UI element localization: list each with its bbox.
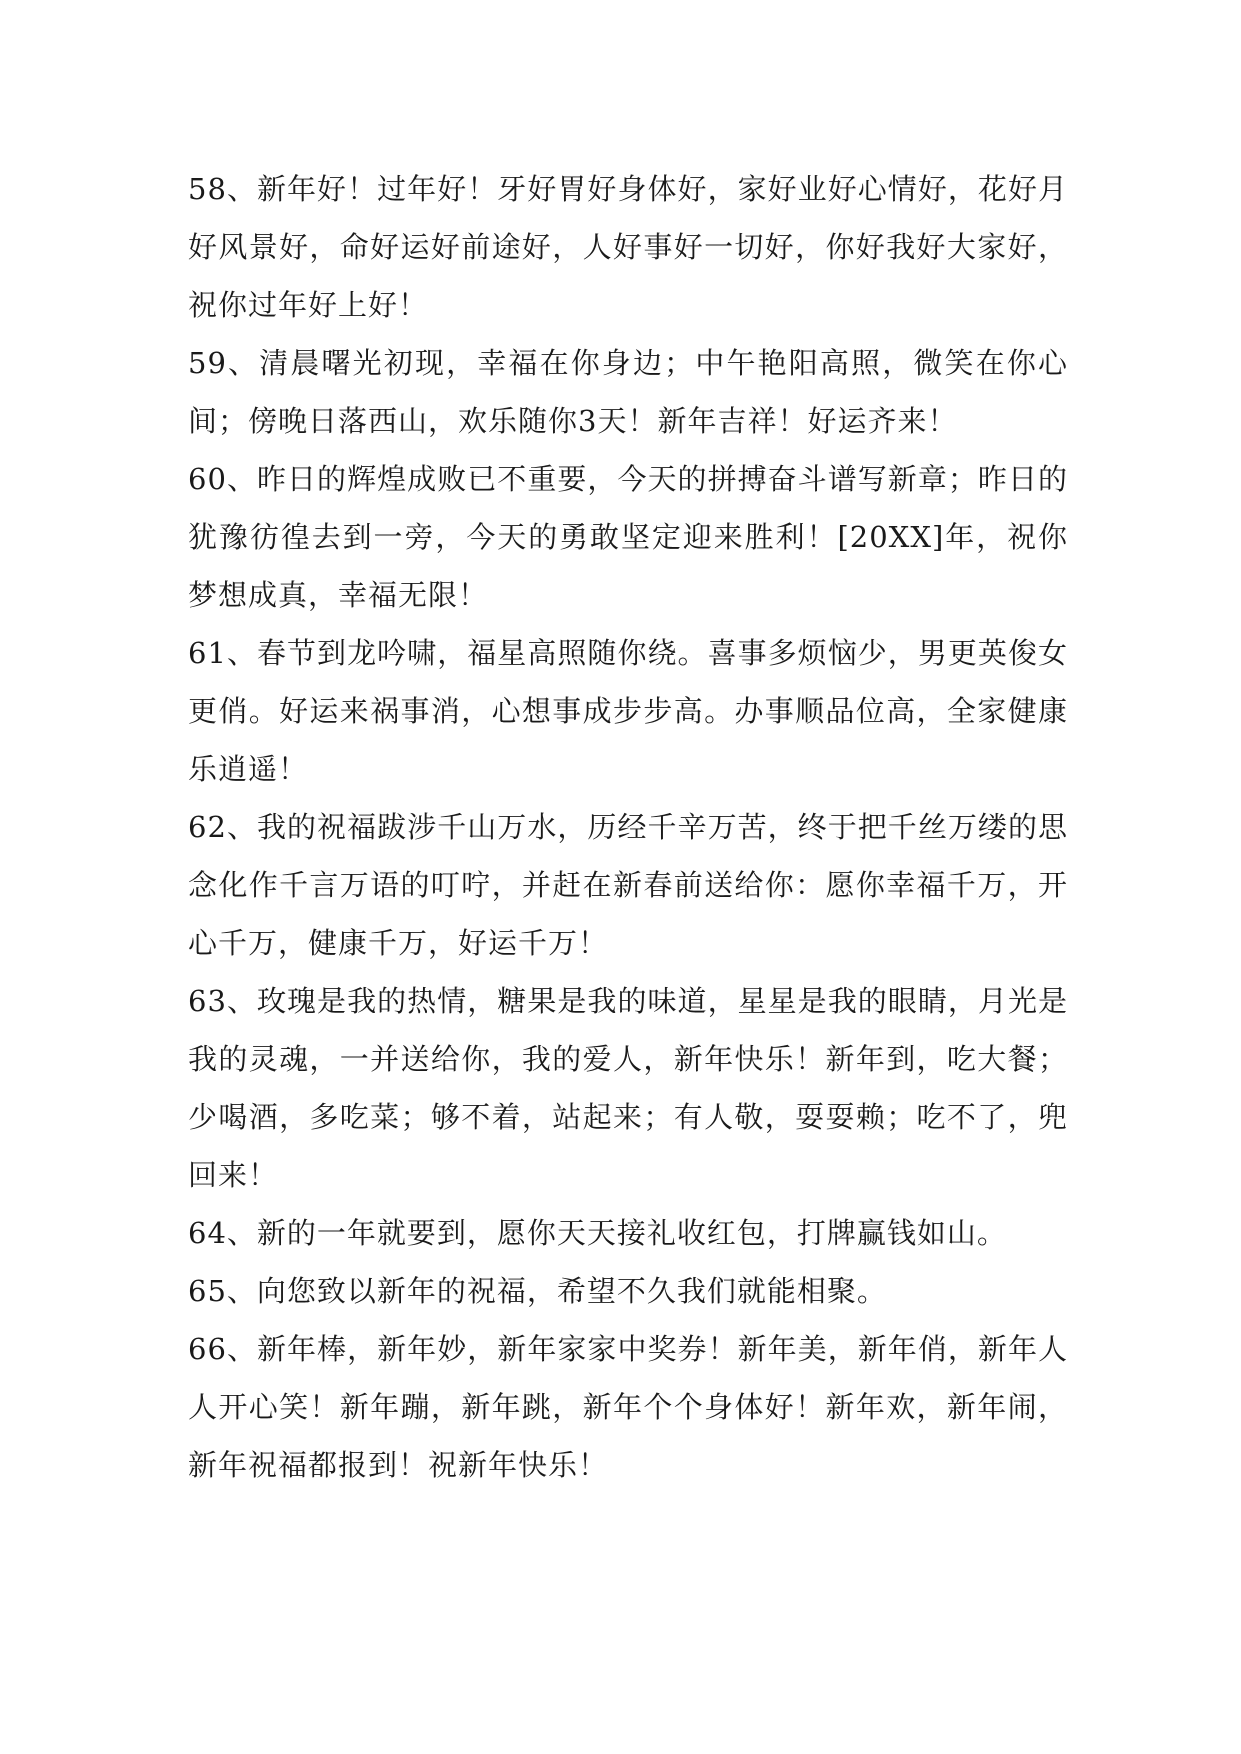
- paragraph-60: 60、昨日的辉煌成败已不重要，今天的拼搏奋斗谱写新章；昨日的犹豫彷徨去到一旁，今天的勇敢坚定迎来胜利！[20XX]年，祝你梦想成真，幸福无限！: [188, 462, 1068, 612]
- paragraph-61: 61、春节到龙吟啸，福星高照随你绕。喜事多烦恼少，男更英俊女更俏。好运来祸事消，心想事成步步高。办事顺品位高，全家健康乐逍遥！: [188, 636, 1068, 786]
- paragraph-66: 66、新年棒，新年妙，新年家家中奖券！新年美，新年俏，新年人人开心笑！新年蹦，新年跳，新年个个身体好！新年欢，新年闹，新年祝福都报到！祝新年快乐！: [188, 1332, 1068, 1482]
- paragraph-64: 64、新的一年就要到，愿你天天接礼收红包，打牌赢钱如山。: [188, 1216, 1007, 1250]
- paragraph-63: 63、玫瑰是我的热情，糖果是我的味道，星星是我的眼睛，月光是我的灵魂，一并送给你，我的爱人，新年快乐！新年到，吃大餐；少喝酒，多吃菜；够不着，站起来；有人敬，耍耍赖；吃不了，兜回来！: [188, 984, 1068, 1192]
- paragraph-59: 59、清晨曙光初现，幸福在你身边；中午艳阳高照，微笑在你心间；傍晚日落西山，欢乐随你3天！新年吉祥！好运齐来！: [188, 346, 1068, 438]
- paragraph-65: 65、向您致以新年的祝福，希望不久我们就能相聚。: [188, 1274, 887, 1308]
- paragraph-58: 58、新年好！过年好！牙好胃好身体好，家好业好心情好，花好月好风景好，命好运好前途好，人好事好一切好，你好我好大家好，祝你过年好上好！: [188, 172, 1068, 322]
- document-body: [188, 160, 1068, 1494]
- paragraph-62: 62、我的祝福跋涉千山万水，历经千辛万苦，终于把千丝万缕的思念化作千言万语的叮咛，并赶在新春前送给你：愿你幸福千万，开心千万，健康千万，好运千万！: [188, 810, 1068, 960]
